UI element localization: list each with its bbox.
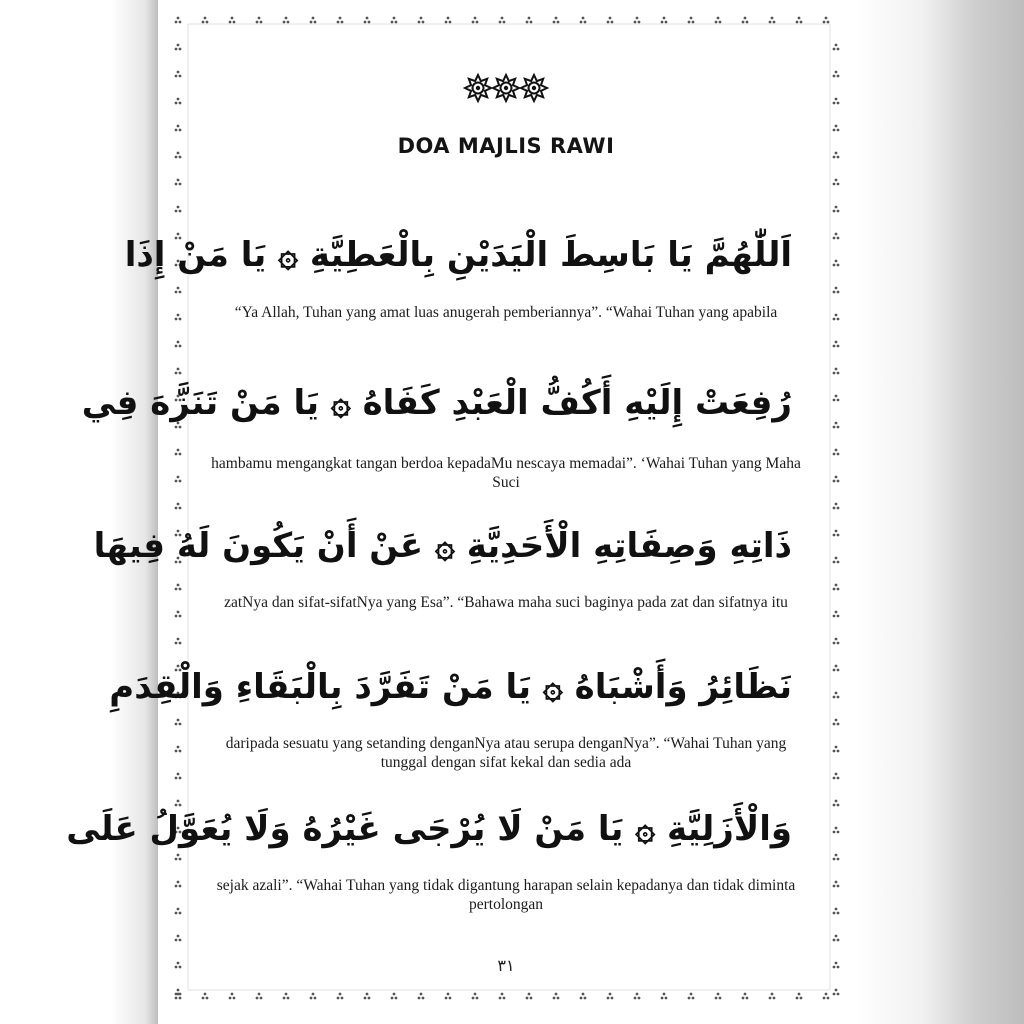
triple-star-ornament-icon [462,68,550,108]
verse-4-translation: daripada sesuatu yang setanding denganNya atau serupa denganNya”. “Wahai Tuhan yang tunggal dengan sifat kekal dan sedia ada [225,735,787,771]
verse-3-arabic: ذَاتِهِ وَصِفَاتِهِ الْأَحَدِيَّةِ ۞ عَنْ أَنْ يَكُونَ لَهُ فِيهَا [93,526,792,566]
verse-4-arabic: نَظَائِرُ وَأَشْبَاهُ ۞ يَا مَنْ تَفَرَّدَ بِالْبَقَاءِ وَالْقِدَمِ [109,667,792,707]
page-number: ٣١ [497,956,515,975]
verse-3-translation: zatNya dan sifat-sifatNya yang Esa”. “Bahawa maha suci baginya pada zat dan sifatnya itu [224,594,788,611]
verse-1-arabic: اَللّٰهُمَّ يَا بَاسِطَ الْيَدَيْنِ بِالْعَطِيَّةِ ۞ يَا مَنْ إِذَا [124,235,792,275]
page-title: DOA MAJLIS RAWI [397,134,615,158]
verse-5-translation: sejak azali”. “Wahai Tuhan yang tidak digantung harapan selain kepadanya dan tidak diminta pertolongan [216,877,796,913]
scan-shadow-right [854,0,1024,1024]
book-page [66,0,854,1024]
verse-2-arabic: رُفِعَتْ إِلَيْهِ أَكُفُّ الْعَبْدِ كَفَاهُ ۞ يَا مَنْ تَنَزَّهَ فِي [81,383,792,423]
verse-2-translation: hambamu mengangkat tangan berdoa kepadaMu nescaya memadai”. ‘Wahai Tuhan yang Maha Suci [211,455,801,491]
verse-5-arabic: وَالْأَزَلِيَّةِ ۞ يَا مَنْ لَا يُرْجَى غَيْرُهُ وَلَا يُعَوَّلُ عَلَى [66,809,792,849]
scan-shadow-left [0,0,158,1024]
verse-1-translation: “Ya Allah, Tuhan yang amat luas anugerah pemberiannya”. “Wahai Tuhan yang apabila [234,304,778,321]
